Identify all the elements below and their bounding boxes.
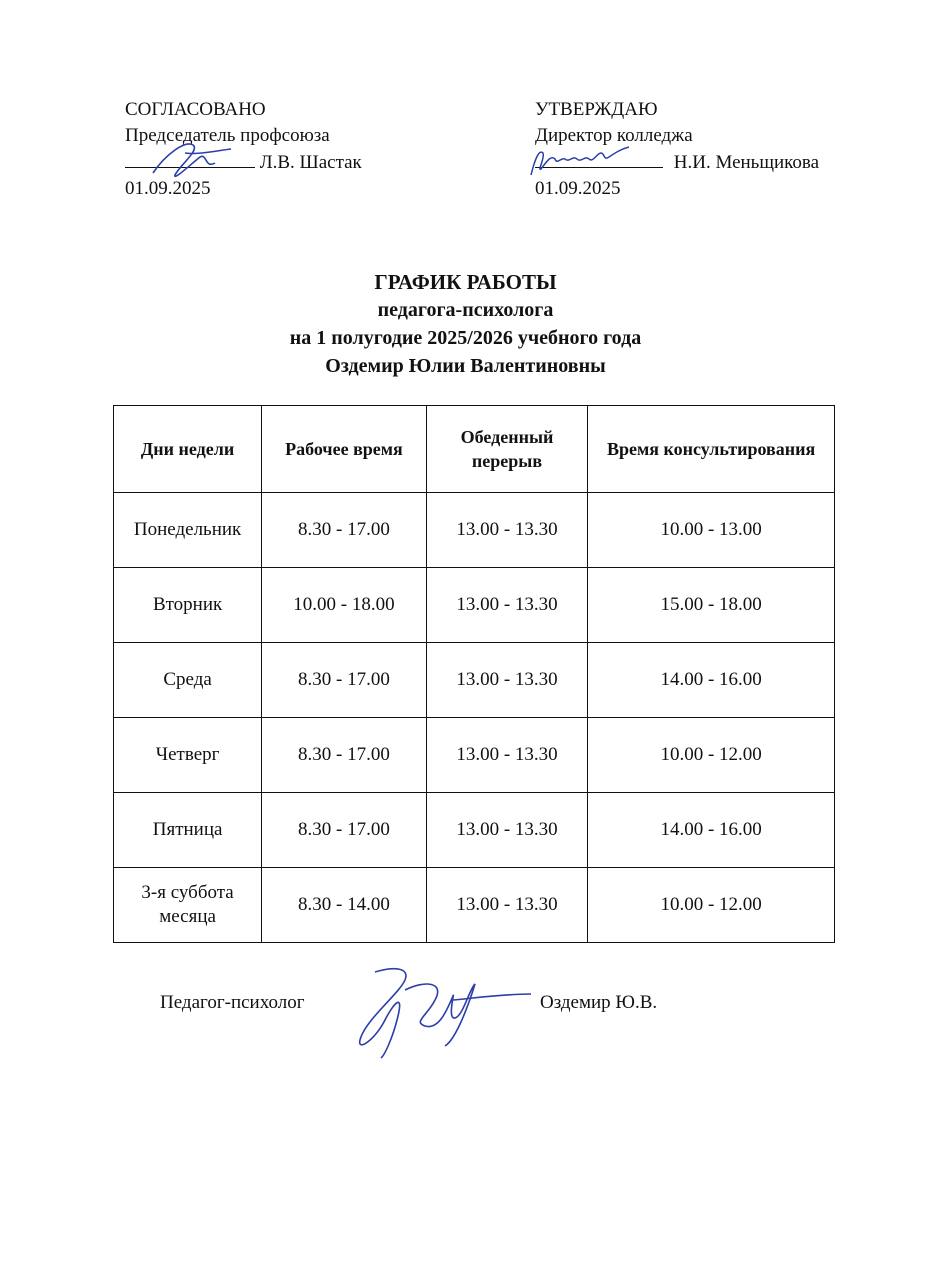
document-title: ГРАФИК РАБОТЫ: [374, 270, 557, 294]
table-row: [114, 718, 835, 793]
work-time-cell: 8.30 - 17.00: [262, 643, 427, 718]
day-cell: 3-я суббота месяца: [114, 868, 262, 943]
signature-underline: [125, 149, 255, 168]
consultation-time-cell: 10.00 - 12.00: [588, 868, 835, 943]
table-header-row: [114, 406, 835, 493]
approval-left-signature-line: [125, 149, 362, 176]
approval-right-signer: Н.И. Меньщикова: [673, 152, 820, 173]
lunch-break-cell: 13.00 - 13.30: [426, 493, 587, 568]
work-time-cell: 8.30 - 14.00: [262, 868, 427, 943]
work-time-cell: 10.00 - 18.00: [262, 568, 427, 643]
signature-underline: [535, 149, 663, 168]
approval-left-position: Председатель профсоюза: [125, 125, 330, 146]
column-header: Время консультирования: [588, 406, 835, 493]
table-row: [114, 643, 835, 718]
day-cell: Понедельник: [114, 493, 262, 568]
table-row: [114, 568, 835, 643]
document-subtitle-period: на 1 полугодие 2025/2026 учебного года: [289, 327, 642, 349]
consultation-time-cell: 10.00 - 13.00: [588, 493, 835, 568]
approval-left-block: [125, 97, 362, 202]
document-subtitle-role: педагога-психолога: [377, 299, 554, 321]
consultation-time-cell: 15.00 - 18.00: [588, 568, 835, 643]
day-cell: Четверг: [114, 718, 262, 793]
column-header: Рабочее время: [262, 406, 427, 493]
approval-left-date: 01.09.2025: [125, 178, 211, 199]
signature-ozdemir: [335, 960, 535, 1060]
day-cell: Пятница: [114, 793, 262, 868]
work-time-cell: 8.30 - 17.00: [262, 493, 427, 568]
table-row: [114, 493, 835, 568]
column-header: Дни недели: [114, 406, 262, 493]
document-title-block: [0, 268, 931, 380]
consultation-time-cell: 14.00 - 16.00: [588, 793, 835, 868]
schedule-table: [113, 405, 835, 943]
table-row: [114, 868, 835, 943]
lunch-break-cell: 13.00 - 13.30: [426, 718, 587, 793]
table-row: [114, 793, 835, 868]
work-time-cell: 8.30 - 17.00: [262, 718, 427, 793]
approval-left-signer: Л.В. Шастак: [259, 152, 362, 173]
approval-left-heading: СОГЛАСОВАНО: [125, 99, 266, 120]
approval-right-position: Директор колледжа: [535, 125, 693, 146]
footer-name: Оздемир Ю.В.: [540, 992, 658, 1013]
approval-right-block: [535, 97, 819, 202]
footer-role: Педагог-психолог: [160, 992, 305, 1013]
document-subtitle-name: Оздемир Юлии Валентиновны: [325, 355, 606, 377]
work-time-cell: 8.30 - 17.00: [262, 793, 427, 868]
lunch-break-cell: 13.00 - 13.30: [426, 643, 587, 718]
consultation-time-cell: 14.00 - 16.00: [588, 643, 835, 718]
day-cell: Среда: [114, 643, 262, 718]
approval-right-heading: УТВЕРЖДАЮ: [535, 99, 658, 120]
approval-right-date: 01.09.2025: [535, 178, 621, 199]
lunch-break-cell: 13.00 - 13.30: [426, 868, 587, 943]
consultation-time-cell: 10.00 - 12.00: [588, 718, 835, 793]
lunch-break-cell: 13.00 - 13.30: [426, 793, 587, 868]
day-cell: Вторник: [114, 568, 262, 643]
lunch-break-cell: 13.00 - 13.30: [426, 568, 587, 643]
approval-right-signature-line: [535, 149, 819, 176]
column-header: Обеденный перерыв: [426, 406, 587, 493]
